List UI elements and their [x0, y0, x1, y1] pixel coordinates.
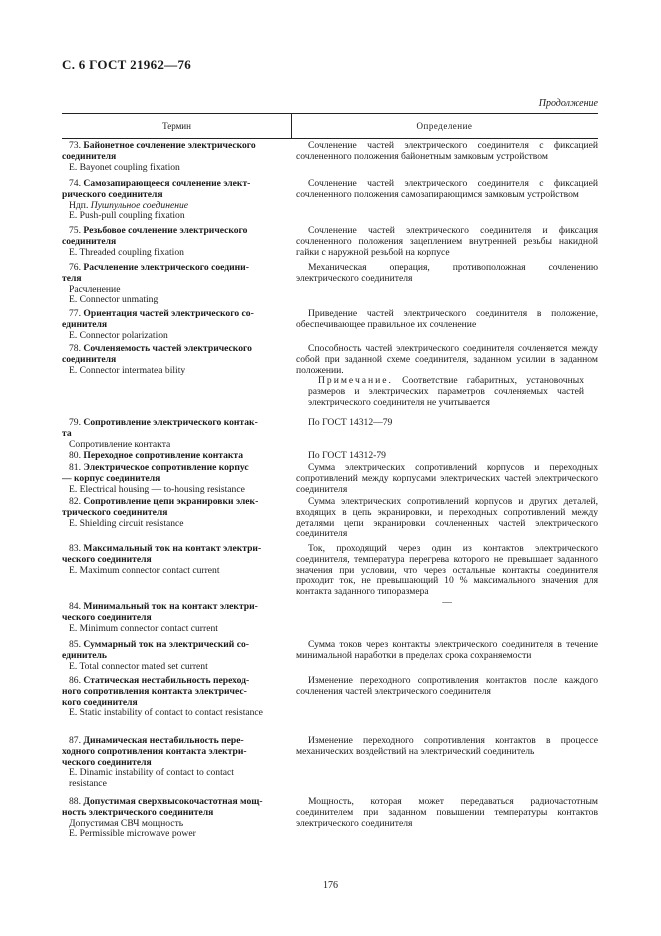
term-cell: 74. Самозапирающееся сочленение элект- рического соединителя Ндп. Пушпульное соединение E. Push-pull coupling fixation	[62, 179, 274, 222]
term-cell: 86. Статическая нестабильность переход- ного сопротивления контакта электричес- кого соединителя E. Static instability of contact to contact resistance	[62, 676, 274, 719]
continuation-label: Продолжение	[538, 98, 598, 109]
definition-cell: Сочленение частей электрического соединителя и фиксация сочлененного положения зацеплением внутренней резьбы накидной гайки с наружной резьбой на корпусе	[296, 225, 598, 258]
english-term: E. Push-pull coupling fixation	[69, 210, 185, 222]
column-header-term: Термин	[62, 114, 292, 138]
term-cell: 82. Сопротивление цепи экранировки элек- трического соединителя E. Shielding circuit resistance	[62, 497, 274, 529]
definition-cell: Изменение переходного сопротивления контактов в процессе механических воздействий на электрический соединитель	[296, 735, 598, 757]
definition-cell: Механическая операция, противоположная сочленению электрического соединителя	[296, 262, 598, 284]
english-term: E. Total connector mated set current	[69, 660, 208, 672]
english-term: E. Dinamic instability of contact to contact resistance	[69, 767, 234, 790]
definition-cell: По ГОСТ 14312—79	[308, 417, 393, 428]
english-term: E. Connector intermatea bility	[69, 364, 186, 376]
nonrecommended-term: Ндп. Пушпульное соединение	[69, 199, 189, 211]
definition-cell: Изменение переходного сопротивления контактов после каждого сочленения частей электрического соединителя	[296, 675, 598, 697]
dash-mark: —	[442, 596, 452, 608]
term-cell: 84. Минимальный ток на контакт электри- ческого соединителя E. Minimum connector contact current	[62, 602, 274, 634]
english-term: E. Electrical housing — to-housing resistance	[69, 483, 245, 495]
term-cell: 87. Динамическая нестабильность пере- ходного сопротивления контакта электри- ческого соединителя E. Dinamic instability of contact to contact resistance	[62, 736, 274, 790]
english-term: E. Threaded coupling fixation	[69, 246, 184, 258]
term-cell: 79. Сопротивление электрического контак- та Сопротивление контакта	[62, 418, 274, 450]
english-term: E. Static instability of contact to contact resistance	[69, 707, 263, 719]
definition-cell: Ток, проходящий через один из контактов электрического соединителя, температура перегрева которого не превышает заданного значения при условии, что через остальные контакты соединителя проходит ток, не превышающий 10 % максимального значения для контакта заданного типоразмера —	[296, 543, 598, 608]
term-cell: 78. Сочленяемость частей электрического соединителя E. Connector intermatea bility	[62, 344, 274, 376]
english-term: E. Maximum connector contact current	[69, 564, 220, 576]
term-cell: 85. Суммарный ток на электрический со- единитель E. Total connector mated set current	[62, 640, 274, 672]
synonym-term: Сопротивление контакта	[69, 438, 171, 450]
definition-cell: Сумма электрических сопротивлений корпусов и других деталей, входящих в цепь экранировки, и переходных сопротивлений между деталями цепи экранировки сочлененных частей электрического соединителя	[296, 496, 598, 540]
definition-cell: Мощность, которая может передаваться радиочастотным соединителем при заданном повышении температуры контактов электрического соединителя	[296, 796, 598, 829]
english-term: E. Permissible microwave power	[69, 828, 196, 840]
definition-cell: Сочленение частей электрического соединителя с фиксацией сочлененного положения самозапирающимся замковым устройством	[296, 178, 598, 200]
synonym-term: Расчленение	[69, 283, 121, 295]
column-header-definition: Определение	[416, 121, 473, 131]
note: Примечание. Соответствие габаритных, установочных размеров и электрических параметров сочленяемых частей электрического соединителя не учитывается	[308, 375, 584, 408]
definition-cell: Сумма токов через контакты электрического соединителя в течение минимальной наработки в пределах срока сохраняемости	[296, 639, 598, 661]
page-number: 176	[323, 880, 338, 891]
definition-cell: Способность частей электрического соединителя сочленяется между собой при заданной схеме соединителя, заданном усилии в заданном положении. Примечание. Соответствие габаритных, установочных размеров и электрических параметров сочленяемых частей электрического соединителя не учитывается	[296, 343, 598, 408]
definition-cell: Сочленение частей электрического соединителя с фиксацией сочлененного положения байонетным замковым устройством	[296, 140, 598, 162]
term-cell: 80. Переходное сопротивление контакта	[69, 450, 244, 461]
english-term: E. Connector unmating	[69, 294, 159, 306]
definition-cell: Приведение частей электрического соединителя в положение, обеспечивающее правильное их сочленение	[296, 308, 598, 330]
page-header-title: С. 6 ГОСТ 21962—76	[62, 57, 192, 72]
english-term: E. Shielding circuit resistance	[69, 517, 184, 529]
definition-cell: Сумма электрических сопротивлений корпусов и переходных сопротивлений между корпусами электрических частей электрического соединителя	[296, 462, 598, 495]
term-cell: 83. Максимальный ток на контакт электри- ческого соединителя E. Maximum connector contact current	[62, 544, 274, 576]
term-cell: 81. Электрическое сопротивление корпус — корпус соединителя E. Electrical housing — to-housing resistance	[62, 463, 274, 495]
synonym-term: Допустимая СВЧ мощность	[69, 817, 184, 829]
english-term: E. Minimum connector contact current	[69, 622, 218, 634]
english-term: E. Bayonet coupling fixation	[69, 161, 180, 173]
term-cell: 76. Расчленение электрического соедини- теля Расчленение E. Connector unmating	[62, 263, 274, 306]
term-cell: 73. Байонетное сочленение электрического соединителя E. Bayonet coupling fixation	[62, 141, 274, 173]
term-cell: 88. Допустимая сверхвысокочастотная мощ- ность электрического соединителя Допустимая СВЧ мощность E. Permissible microwave power	[62, 797, 274, 840]
english-term: E. Connector polarization	[69, 329, 168, 341]
term-cell: 75. Резьбовое сочленение электрического соединителя E. Threaded coupling fixation	[62, 226, 274, 258]
definition-cell: По ГОСТ 14312-79	[308, 450, 386, 461]
term-cell: 77. Ориентация частей электрического со- единителя E. Connector polarization	[62, 309, 274, 341]
table-header	[62, 113, 598, 139]
